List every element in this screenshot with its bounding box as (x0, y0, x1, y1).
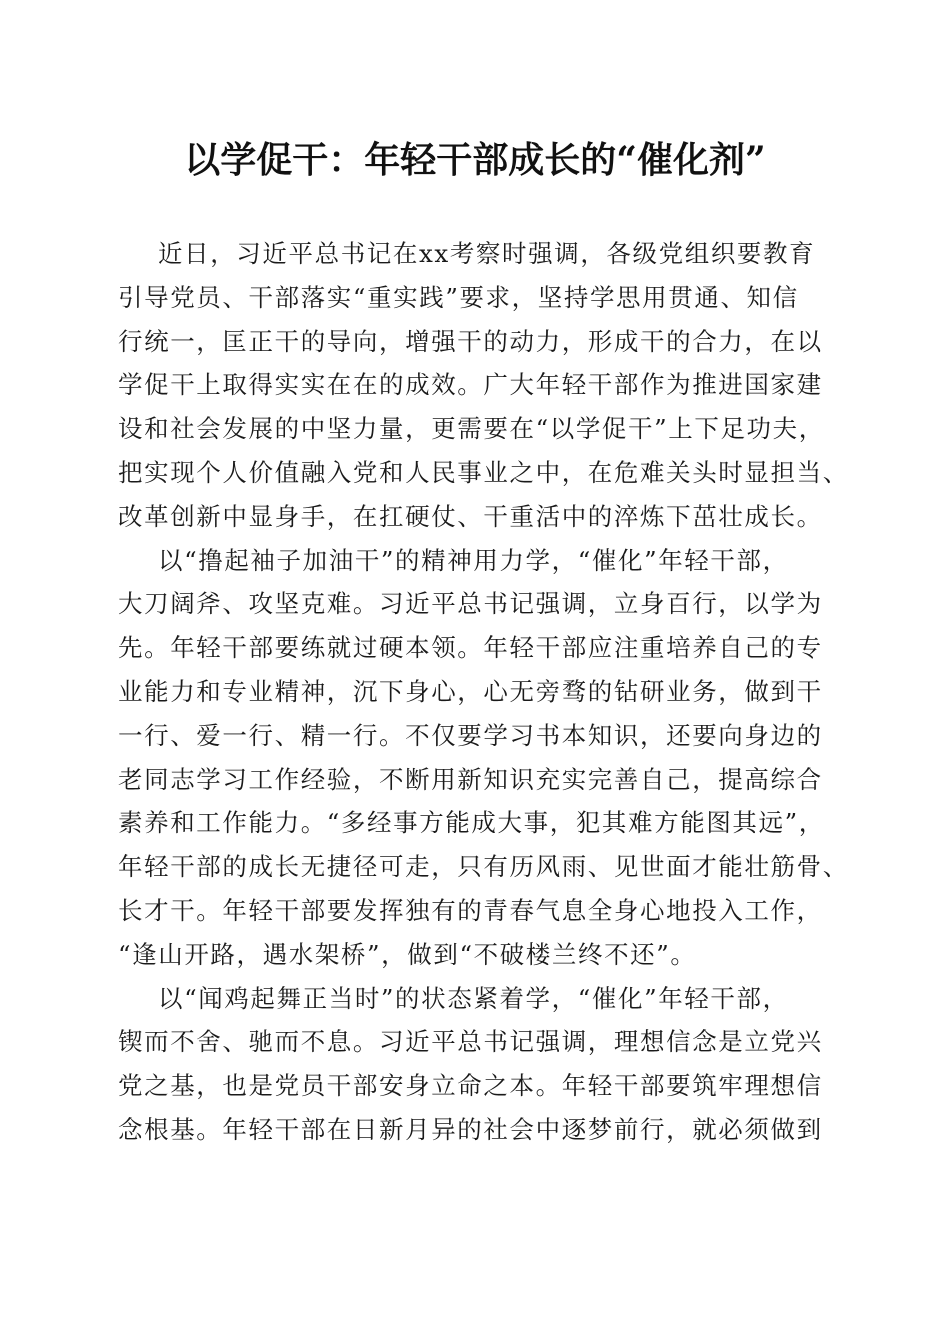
text-line: 素养和工作能力。“多经事方能成大事，犯其难方能图其远”， (118, 808, 825, 838)
text-line: 设和社会发展的中坚力量，更需要在“以学促干”上下足功夫， (118, 414, 825, 444)
text-line: 行统一，匡正干的导向，增强干的动力，形成干的合力，在以 (118, 326, 823, 356)
paragraph-1 (118, 232, 849, 539)
text-line: 一行、爱一行、精一行。不仅要学习书本知识，还要向身边的 (118, 720, 823, 750)
text-line: 把实现个人价值融入党和人民事业之中，在危难关头时显担当、 (118, 457, 849, 487)
text-line: 长才干。年轻干部要发挥独有的青春气息全身心地投入工作， (118, 895, 823, 925)
text-line: 近日，习近平总书记在xx考察时强调，各级党组织要教育 (158, 239, 816, 268)
text-line: 锲而不舍、驰而不息。习近平总书记强调，理想信念是立党兴 (118, 1027, 823, 1057)
text-line: 学促干上取得实实在在的成效。广大年轻干部作为推进国家建 (118, 370, 823, 400)
text-line: 大刀阔斧、攻坚克难。习近平总书记强调，立身百行，以学为 (118, 589, 823, 619)
document-body (118, 232, 849, 1152)
text-line: 念根基。年轻干部在日新月异的社会中逐梦前行，就必须做到 (118, 1114, 823, 1144)
text-line: 老同志学习工作经验，不断用新知识充实完善自己，提高综合 (118, 764, 823, 794)
text-line: 年轻干部的成长无捷径可走，只有历风雨、见世面才能壮筋骨、 (118, 852, 849, 882)
page-title: 以学促干：年轻干部成长的“催化剂” (184, 139, 766, 181)
text-line: “逢山开路，遇水架桥”，做到“不破楼兰终不还”。 (118, 939, 697, 969)
text-line: 先。年轻干部要练就过硬本领。年轻干部应注重培养自己的专 (118, 633, 823, 663)
text-line: 党之基，也是党员干部安身立命之本。年轻干部要筑牢理想信 (118, 1071, 823, 1101)
paragraph-2 (118, 539, 849, 977)
text-line: 以“闻鸡起舞正当时”的状态紧着学，“催化”年轻干部， (158, 983, 789, 1013)
text-line: 改革创新中显身手，在扛硬仗、干重活中的淬炼下茁壮成长。 (118, 501, 823, 531)
paragraph-3 (118, 977, 838, 1152)
text-line: 以“撸起袖子加油干”的精神用力学，“催化”年轻干部， (158, 545, 789, 575)
text-line: 引导党员、干部落实“重实践”要求，坚持学思用贯通、知信 (118, 282, 799, 312)
text-line: 业能力和专业精神，沉下身心，心无旁骛的钻研业务，做到干 (118, 676, 823, 706)
